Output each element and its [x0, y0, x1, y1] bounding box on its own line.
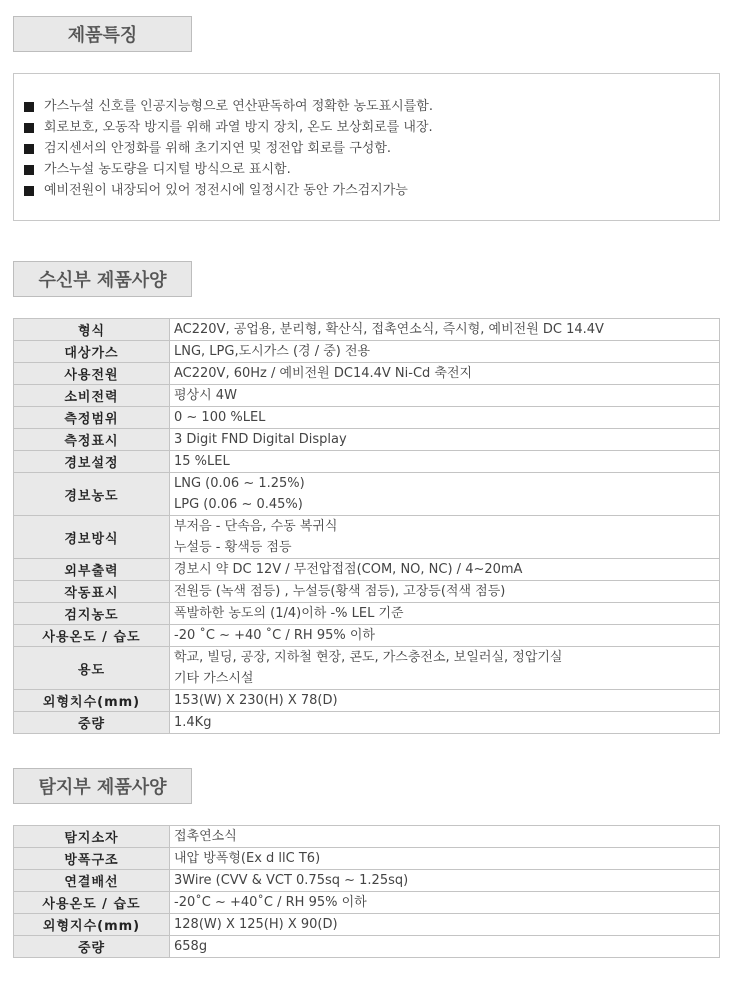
table-row	[14, 647, 720, 690]
table-row	[14, 870, 720, 892]
spec-value	[170, 385, 720, 407]
spec-value-line: 평상시 4W	[174, 388, 237, 403]
spec-value	[170, 407, 720, 429]
spec-value	[170, 892, 720, 914]
spec-value	[170, 473, 720, 516]
spec-value	[170, 559, 720, 581]
spec-value	[170, 581, 720, 603]
spec-label: 외형치수(mm)	[14, 690, 170, 712]
spec-label: 측정범위	[14, 407, 170, 429]
spec-value	[170, 625, 720, 647]
features-list	[24, 96, 433, 201]
spec-label: 외형지수(mm)	[14, 914, 170, 936]
spec-value	[170, 319, 720, 341]
spec-value-line: 1.4Kg	[174, 715, 212, 730]
spec-value-line: 3Wire (CVV & VCT 0.75sq ~ 1.25sq)	[174, 873, 409, 888]
spec-value-line: 3 Digit FND Digital Display	[174, 432, 347, 447]
spec-value-line: 부저음 - 단속음, 수동 복귀식	[174, 519, 338, 534]
spec-label: 사용온도 / 습도	[14, 625, 170, 647]
table-row	[14, 429, 720, 451]
detector-spec-title: 탐지부 제품사양	[13, 768, 192, 804]
spec-value-line: 658g	[174, 939, 208, 954]
spec-label: 중량	[14, 712, 170, 734]
spec-value-line: 15 %LEL	[174, 454, 230, 469]
spec-label: 대상가스	[14, 341, 170, 363]
table-row	[14, 516, 720, 559]
table-row	[14, 892, 720, 914]
table-row	[14, 826, 720, 848]
square-bullet-icon	[24, 102, 34, 112]
features-title: 제품특징	[13, 16, 192, 52]
spec-value	[170, 848, 720, 870]
table-row	[14, 363, 720, 385]
spec-value-line: 폭발하한 농도의 (1/4)이하 -% LEL 기준	[174, 606, 404, 621]
spec-value-line: LPG (0.06 ~ 0.45%)	[174, 497, 303, 512]
spec-label: 검지농도	[14, 603, 170, 625]
spec-value-line: 153(W) X 230(H) X 78(D)	[174, 693, 338, 708]
spec-value-line: -20 ˚C ~ +40 ˚C / RH 95% 이하	[174, 628, 375, 643]
spec-value-line: AC220V, 60Hz / 예비전원 DC14.4V Ni-Cd 축전지	[174, 366, 473, 381]
table-row	[14, 319, 720, 341]
table-row	[14, 914, 720, 936]
list-item: 가스누설 신호를 인공지능형으로 연산판독하여 정확한 농도표시를함.	[24, 96, 433, 117]
spec-label: 탐지소자	[14, 826, 170, 848]
spec-value-line: 0 ~ 100 %LEL	[174, 410, 266, 425]
list-item: 검지센서의 안정화를 위해 초기지연 및 정전압 회로를 구성함.	[24, 138, 433, 159]
spec-label: 방폭구조	[14, 848, 170, 870]
spec-value	[170, 690, 720, 712]
spec-label: 경보설정	[14, 451, 170, 473]
spec-value-line: 경보시 약 DC 12V / 무전압접점(COM, NO, NC) / 4~20mA	[174, 562, 523, 577]
spec-label: 소비전력	[14, 385, 170, 407]
table-row	[14, 559, 720, 581]
spec-label: 외부출력	[14, 559, 170, 581]
spec-value-line: AC220V, 공업용, 분리형, 확산식, 접촉연소식, 즉시형, 예비전원 DC 14.4V	[174, 322, 604, 337]
spec-value	[170, 341, 720, 363]
table-row	[14, 936, 720, 958]
features-box	[13, 73, 720, 221]
spec-value	[170, 451, 720, 473]
square-bullet-icon	[24, 165, 34, 175]
spec-value-line: 내압 방폭형(Ex d llC T6)	[174, 851, 321, 866]
spec-value	[170, 914, 720, 936]
spec-value	[170, 603, 720, 625]
receiver-spec-title: 수신부 제품사양	[13, 261, 192, 297]
spec-value-line: 누설등 - 황색등 점등	[174, 540, 292, 555]
spec-value	[170, 516, 720, 559]
spec-label: 측정표시	[14, 429, 170, 451]
spec-value	[170, 363, 720, 385]
table-row	[14, 473, 720, 516]
spec-label: 연결배선	[14, 870, 170, 892]
spec-value-line: 전원등 (녹색 점등) , 누설등(황색 점등), 고장등(적색 점등)	[174, 584, 506, 599]
spec-value	[170, 712, 720, 734]
square-bullet-icon	[24, 123, 34, 133]
spec-value-line: LNG (0.06 ~ 1.25%)	[174, 476, 305, 491]
spec-value	[170, 936, 720, 958]
table-row	[14, 407, 720, 429]
spec-value-line: 기타 가스시설	[174, 671, 254, 686]
detector-spec-table	[13, 825, 720, 958]
spec-label: 용도	[14, 647, 170, 690]
receiver-spec-table	[13, 318, 720, 734]
table-row	[14, 625, 720, 647]
spec-label: 경보농도	[14, 473, 170, 516]
spec-value-line: 128(W) X 125(H) X 90(D)	[174, 917, 338, 932]
table-row	[14, 603, 720, 625]
spec-value	[170, 870, 720, 892]
spec-value-line: -20˚C ~ +40˚C / RH 95% 이하	[174, 895, 367, 910]
spec-value	[170, 826, 720, 848]
spec-value-line: 접촉연소식	[174, 829, 237, 844]
spec-label: 사용온도 / 습도	[14, 892, 170, 914]
spec-label: 작동표시	[14, 581, 170, 603]
list-item: 회로보호, 오동작 방지를 위해 과열 방지 장치, 온도 보상회로를 내장.	[24, 117, 433, 138]
table-row	[14, 712, 720, 734]
table-row	[14, 451, 720, 473]
table-row	[14, 341, 720, 363]
spec-label: 사용전원	[14, 363, 170, 385]
list-item: 가스누설 농도량을 디지털 방식으로 표시함.	[24, 159, 433, 180]
spec-label: 중량	[14, 936, 170, 958]
table-row	[14, 581, 720, 603]
table-row	[14, 848, 720, 870]
list-item: 예비전원이 내장되어 있어 정전시에 일정시간 동안 가스검지가능	[24, 180, 433, 201]
spec-value-line: 학교, 빌딩, 공장, 지하철 현장, 콘도, 가스충전소, 보일러실, 정압기실	[174, 650, 563, 665]
square-bullet-icon	[24, 186, 34, 196]
spec-label: 형식	[14, 319, 170, 341]
spec-value	[170, 647, 720, 690]
square-bullet-icon	[24, 144, 34, 154]
spec-value	[170, 429, 720, 451]
spec-value-line: LNG, LPG,도시가스 (경 / 중) 전용	[174, 344, 371, 359]
spec-label: 경보방식	[14, 516, 170, 559]
table-row	[14, 690, 720, 712]
table-row	[14, 385, 720, 407]
